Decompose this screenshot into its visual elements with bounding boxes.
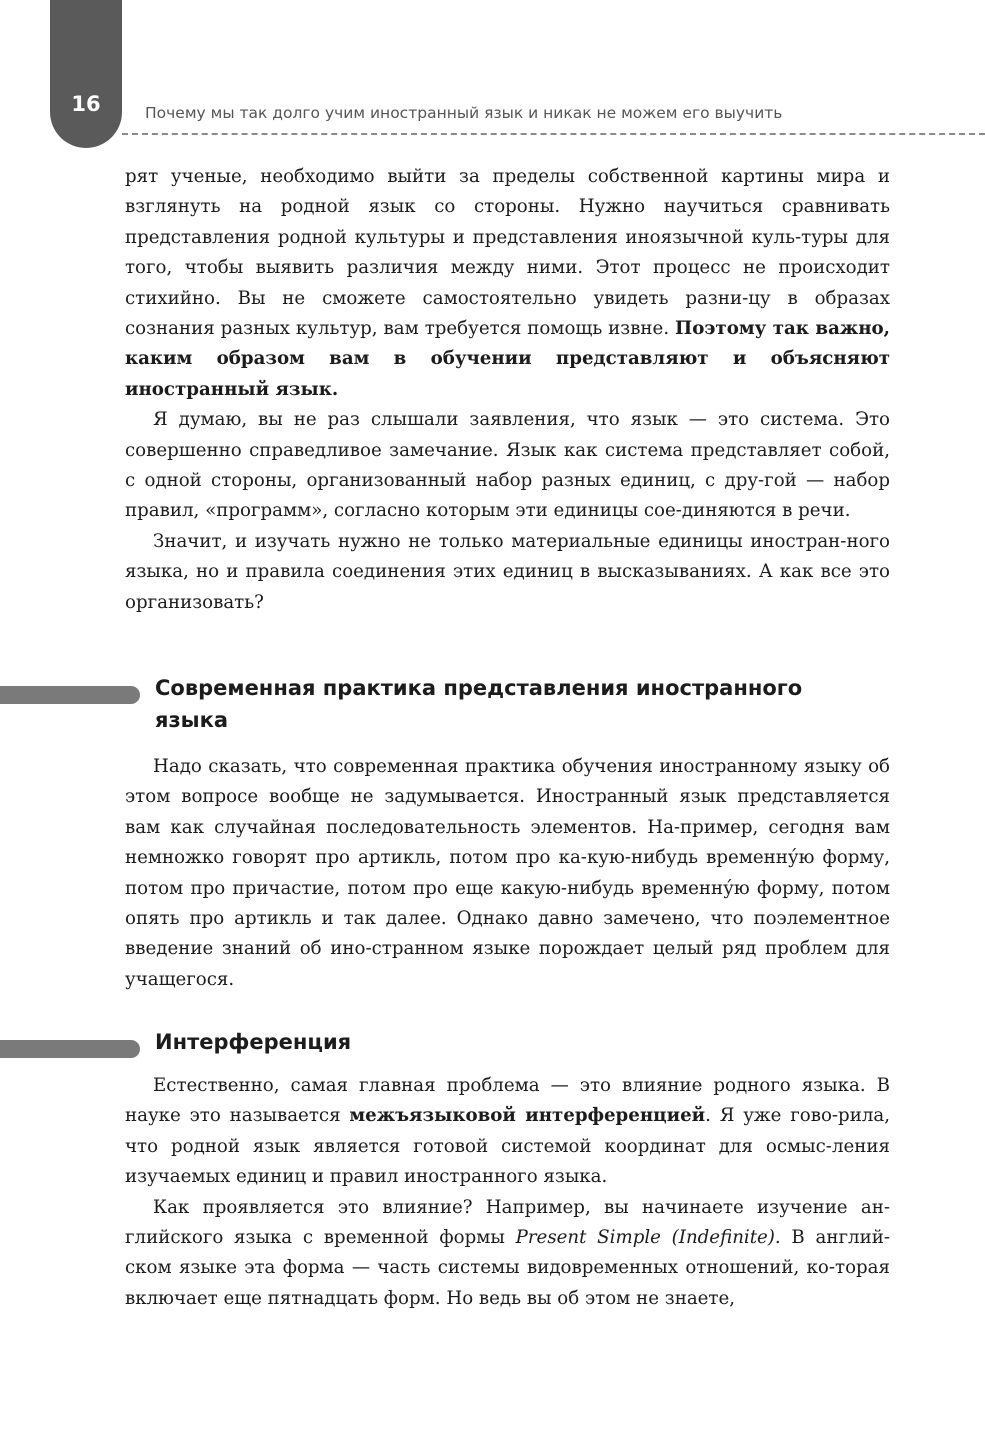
- italic-term: Present Simple (Indefinite).: [515, 1227, 781, 1249]
- section-title: Современная практика представления иностранного языка: [155, 676, 803, 732]
- section-body-modern-practice: [125, 752, 890, 995]
- emphasis-text: Поэтому так важно, каким образом вам в обучении представляют и объясняют иностранный язык.: [125, 318, 890, 400]
- paragraph: [125, 162, 890, 405]
- paragraph: Надо сказать, что современная практика обучения иностранному языку об этом вопросе вообще не задумывается. Иностранный язык представляется вам как случайная последовательность элементов. На-пример, сегодня вам немножко говорят про артикль, потом про ка-кую-нибудь временну́ю форму, потом про причастие, потом про еще какую-нибудь временну́ю форму, потом опять про артикль и так далее. Однако давно замечено, что поэлементное введение знаний об ино-странном языке порождает целый ряд проблем для учащегося.: [125, 756, 890, 990]
- section-heading-interference: [0, 1026, 890, 1058]
- section-heading-modern-practice: [0, 672, 890, 736]
- page-body: [125, 162, 890, 618]
- section-marker-bar: [0, 686, 140, 704]
- section-body-interference: [125, 1071, 890, 1314]
- paragraph: Как проявляется это влияние? Например, вы начинаете изучение ан-глийского языка с временной формы Present Simple (Indefinite). В англий-ском языке эта форма — часть системы видовременных отношений, ко-торая включает еще пятнадцать форм. Но ведь вы об этом не знаете,: [125, 1196, 890, 1309]
- page-number-tab: [50, 0, 122, 148]
- paragraph: Естественно, самая главная проблема — это влияние родного языка. В науке это называется межъязыковой интерференцией. Я уже гово-рила, что родной язык является готовой системой координат для осмыс-ления изучаемых единиц и правил иностранного языка.: [125, 1075, 890, 1188]
- page-number: 16: [71, 92, 101, 116]
- section-marker-bar: [0, 1040, 140, 1058]
- header-divider: [122, 133, 985, 135]
- paragraph: Значит, и изучать нужно не только материальные единицы иностран-ного языка, но и правила соединения этих единиц в высказываниях. А как все это организовать?: [125, 530, 890, 613]
- paragraph: Я думаю, вы не раз слышали заявления, что язык — это система. Это совершенно справедливое замечание. Язык как система представляет собой, с одной стороны, организованный набор разных единиц, с дру-гой — набор правил, «программ», согласно которым эти единицы сое-диняются в речи.: [125, 409, 890, 522]
- running-title: Почему мы так долго учим иностранный язык и никак не можем его выучить: [145, 104, 783, 122]
- emphasis-text: межъязыковой интерференцией: [349, 1105, 706, 1127]
- section-title: Интерференция: [155, 1030, 352, 1054]
- paragraph-text: рят ученые, необходимо выйти за пределы собственной картины мира и взглянуть на родной язык со стороны. Нужно научиться сравнивать представления родной культуры и представления иноязычной куль-туры для того, чтобы выявить различия между ними. Этот процесс не происходит стихийно. Вы не сможете самостоятельно увидеть разни-цу в образах сознания разных культур, вам требуется помощь извне.: [125, 166, 890, 340]
